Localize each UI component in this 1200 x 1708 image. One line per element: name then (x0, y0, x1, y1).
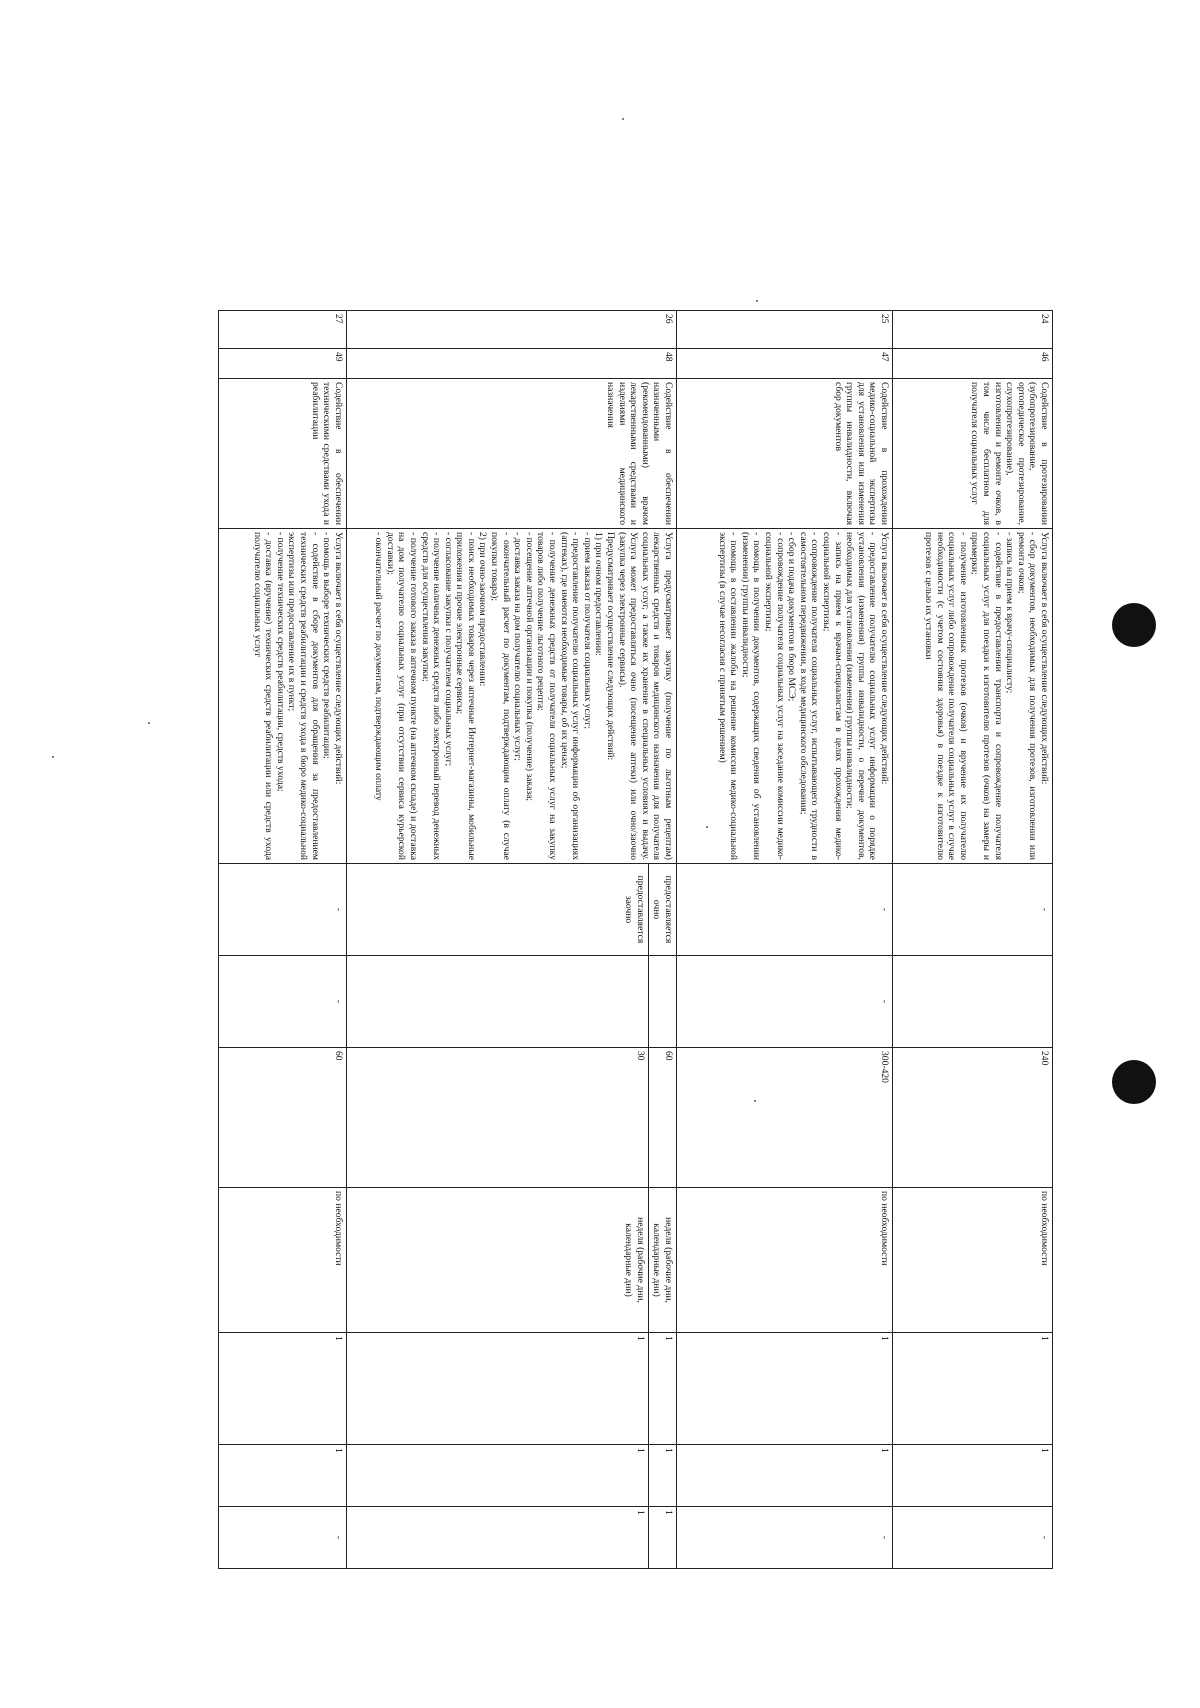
form-of-service: - (218, 864, 346, 956)
count-column-1: 1 (677, 1333, 893, 1445)
extra-column (346, 956, 648, 1048)
service-code: 47 (677, 349, 893, 379)
punch-hole-top (1112, 603, 1156, 647)
frequency-in-person: неделя (рабочие дни, календарные дни) (648, 1188, 676, 1333)
description-line: - сбор документов, необходимых для получения протезов, изготовления или ремонта очков; (1015, 532, 1039, 860)
description-line: - запись на прием к врачу-специалисту; (1004, 532, 1016, 694)
description-line: - прием заказа от получателя социальных услуг; (581, 532, 593, 730)
extra-column: - (218, 956, 346, 1048)
description-line: - предоставление получателю социальных услуг информации об организациях (аптеках), где имеются необходимые товары, об их ценах; (558, 532, 582, 860)
description-line: - содействие в сборе документов для обращения за предоставлением технических средств реабилитации и средств ухода в бюро медико-социальной экспертизы или предоставление их в пункт; (286, 532, 321, 860)
row-number: 25 (677, 311, 893, 349)
count-column-2: 1 (218, 1445, 346, 1507)
description-line: - помощь в получении документов, содержащих сведения об установлении (изменении) группы инвалидности; (739, 532, 763, 860)
scan-speck (148, 722, 150, 724)
time-norm-remote: 30 (346, 1048, 648, 1188)
description-line: - помощь в выборе технических средств реабилитации; (321, 532, 333, 759)
scan-speck (756, 300, 758, 302)
service-description (677, 529, 893, 864)
services-table (218, 310, 1053, 1621)
frequency: по необходимости (677, 1188, 893, 1333)
description-line: - получение изготовленных протезов (очков) и вручение их получателю социальных услуг либо сопровождение получателя социальных услуг в случае необходимости (с учетом состояния здоровья) в поездке к изготовителю протезов с целью их установки (923, 532, 969, 860)
form-of-service: - (893, 864, 1053, 956)
description-line: - доставка (вручение) технических средств реабилитации или средств ухода получателю социальных услуг (251, 532, 275, 860)
count-column-3: - (218, 1507, 346, 1569)
table-row (677, 311, 893, 1621)
description-line: Услуга включает в себя осуществление следующих действий: (879, 532, 890, 785)
time-norm: 240 (893, 1048, 1053, 1188)
time-norm-in-person: 60 (648, 1048, 676, 1188)
service-code: 49 (218, 349, 346, 379)
description-line: - сопровождение получателя социальных услуг, испытывающего трудности в самостоятельном передвижении, в ходе медицинского обследования; (797, 532, 821, 860)
table-row (893, 311, 1053, 1621)
description-line: - получение технических средств реабилитации, средств ухода; (274, 532, 286, 792)
count-column-2: 1 (648, 1445, 676, 1507)
description-line: - согласование закупки с получателем социальных услуг; (442, 532, 454, 767)
description-line: - получение наличных денежных средств либо электронный перевод денежных средств для осуществления закупки; (419, 532, 443, 860)
count-column-3: 1 (346, 1507, 648, 1569)
form-of-service-in-person: предоставляется очно (648, 864, 676, 956)
count-column-1: 1 (346, 1333, 648, 1445)
scan-speck (622, 118, 624, 120)
description-line: - окончательный расчет по документам, подтверждающим оплату (в случае покупки товара); (489, 532, 512, 860)
time-norm: 60 (218, 1048, 346, 1188)
description-line: Предусматривает осуществление следующих действий: (605, 532, 617, 761)
count-column-1: 1 (648, 1333, 676, 1445)
count-column-3: - (893, 1507, 1053, 1569)
service-name: Содействие в прохождении медико-социальной экспертизы для установления или изменения группы инвалидности, включая сбор документов (677, 379, 893, 529)
punch-hole-bottom (1112, 1060, 1156, 1104)
scan-speck (754, 1100, 756, 1102)
count-column-1: 1 (893, 1333, 1053, 1445)
description-line: Услуга включает в себя осуществление следующих действий: (1039, 532, 1050, 785)
description-line: 2) при очно-заочном предоставлении: (477, 532, 489, 687)
time-norm: 300-420 (677, 1048, 893, 1188)
frequency: по необходимости (218, 1188, 346, 1333)
frequency-remote: неделя (рабочие дни, календарные дни) (346, 1188, 648, 1333)
table-row (648, 311, 676, 1621)
row-number: 26 (346, 311, 676, 349)
description-line: 1) при очном предоставлении: (593, 532, 605, 656)
scan-speck (52, 756, 54, 758)
count-column-3: 1 (648, 1507, 676, 1569)
form-of-service-remote: предоставляется заочно (346, 864, 648, 956)
service-name: Содействие в обеспечении техническими средствами ухода и реабилитации (218, 379, 346, 529)
count-column-2: 1 (346, 1445, 648, 1507)
description-line: - содействие в предоставлении транспорта и сопровождение получателя социальных услуг для поездки к изготовителю протезов (очков) на замеры и примерки; (969, 532, 1004, 860)
service-code: 46 (893, 349, 1053, 379)
service-name: Содействие в протезировании (зубопротезирование, ортопедическое протезирование, слухопротезирование), изготовлении и ремонте очков, в том числе бесплатном для получателя социальных услуг (893, 379, 1053, 529)
description-line: - помощь в составлении жалобы на решение комиссии медико-социальной экспертизы (в случае несогласия с принятым решением) (716, 532, 740, 860)
description-line: - запись на прием к врачам-специалистам в целях прохождения медико-социальной экспертизы; (821, 532, 844, 860)
service-description (346, 529, 676, 864)
service-code: 48 (346, 349, 676, 379)
description-line: - предоставление получателю социальных услуг информации о порядке установления (изменения) группы инвалидности, о перечне документов, необходимых для установления (изменения) группы инвалидности; (844, 532, 879, 860)
rotated-table-sheet (112, 310, 1053, 1620)
description-line: - окончательный расчет по документам, подтверждающим оплату (373, 532, 385, 801)
description-line: Услуга предусматривает закупку (получение по льготным рецептам) лекарственных средств и товаров медицинского назначения для получателя социальных услуг, а также их хранение в специальных условиях и выдачу. Услуга может предоставляться очно (посещение аптеки) или очно/заочно (закупка через электронные сервисы). (616, 532, 674, 860)
count-column-2: 1 (893, 1445, 1053, 1507)
description-line: - сопровождение получателя социальных услуг на заседание комиссии медико-социальной экспертизы; (763, 532, 786, 860)
scan-speck (706, 826, 708, 828)
description-line: - поиск необходимых товаров через аптечные Интернет-магазины, мобильные приложения и прочие электронные сервисы; (454, 532, 477, 860)
description-line: - получение готового заказа в аптечном пункте (на аптечном складе) и доставка на дом получателю социальных услуг (при отсутствии сервиса курьерской доставки); (384, 532, 419, 860)
count-column-2: 1 (677, 1445, 893, 1507)
frequency: по необходимости (893, 1188, 1053, 1333)
service-name: Содействие в обеспечении назначенными (рекомендованными) врачом лекарственными средствами и изделиями медицинского назначения (346, 379, 676, 529)
row-number: 24 (893, 311, 1053, 349)
table-row (218, 311, 346, 1621)
count-column-1: 1 (218, 1333, 346, 1445)
service-description (218, 529, 346, 864)
description-line: Услуга включает в себя осуществление следующих действий: (332, 532, 344, 785)
description-line: - получение денежных средств от получателя социальных услуг на закупку товаров либо получение льготного рецепта; (535, 532, 559, 860)
row-number: 27 (218, 311, 346, 349)
extra-column: - (677, 956, 893, 1048)
description-line: - посещение аптечной организации и покупка (получение) заказа; (523, 532, 535, 802)
description-line: - доставка заказа на дом получателю социальных услуг; (512, 532, 524, 761)
extra-column (893, 956, 1053, 1048)
extra-column (648, 956, 676, 1048)
description-line: - сбор и подача документов в бюро МСЭ; (786, 532, 798, 702)
service-description (893, 529, 1053, 864)
form-of-service: - (677, 864, 893, 956)
count-column-3: - (677, 1507, 893, 1569)
